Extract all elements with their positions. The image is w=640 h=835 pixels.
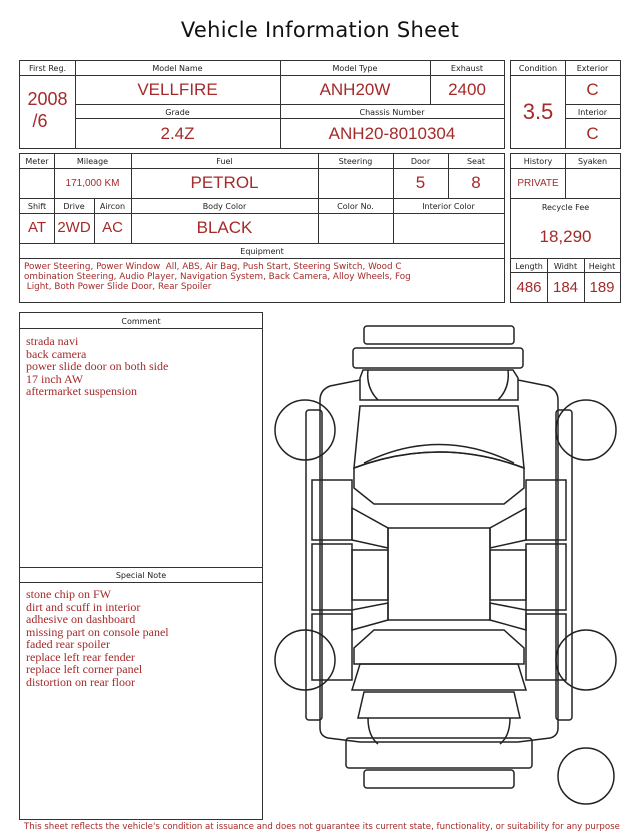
special-note-item: replace left corner panel — [26, 662, 143, 676]
seat-label: Seat — [466, 157, 486, 166]
special-note-item: distortion on rear floor — [26, 674, 135, 689]
width-label: Widht — [553, 262, 578, 271]
model-info-block — [19, 60, 505, 149]
equipment-line: ombination Steering, Audio Player, Navigation System, Back Camera, Alloy Wheels, Fog — [24, 272, 411, 282]
interior-label: Interior — [577, 108, 608, 117]
comment-item: power slide door on both side — [26, 359, 169, 373]
comment-item: 17 inch AW — [26, 371, 84, 386]
shift-value: AT — [27, 219, 47, 236]
history-label: History — [523, 157, 553, 166]
model-type-label: Model Type — [332, 64, 378, 73]
specs-block — [19, 153, 505, 303]
special-note-item: replace left rear fender — [26, 649, 135, 664]
exterior-value: C — [586, 80, 599, 99]
equipment-line: Light, Both Power Slide Door, Rear Spoiler — [24, 282, 212, 292]
chassis-number-value: ANH20-8010304 — [328, 124, 456, 143]
comment-panel — [19, 312, 263, 820]
door-label: Door — [410, 157, 431, 166]
meter-label: Meter — [25, 157, 49, 166]
recycle-fee-value: 18,290 — [539, 227, 592, 246]
length-value: 486 — [516, 279, 542, 296]
chassis-number-label: Chassis Number — [359, 108, 425, 117]
page-title: Vehicle Information Sheet — [180, 18, 460, 42]
condition-label: Condition — [518, 64, 558, 73]
comment-item: back camera — [26, 346, 87, 361]
special-note-item: dirt and scuff in interior — [26, 599, 141, 614]
syaken-label: Syaken — [577, 157, 608, 166]
condition-block — [510, 60, 621, 149]
special-note-item: stone chip on FW — [26, 587, 111, 601]
history-block — [510, 153, 621, 303]
comment-list — [26, 335, 168, 398]
special-note-item: missing part on console panel — [26, 624, 169, 639]
height-label: Height — [588, 262, 616, 271]
exterior-label: Exterior — [576, 64, 609, 73]
special-note-label: Special Note — [115, 571, 167, 580]
equipment-label: Equipment — [240, 247, 284, 256]
drive-label: Drive — [63, 202, 85, 211]
steering-label: Steering — [338, 157, 373, 166]
comment-label: Comment — [121, 317, 161, 326]
mileage-value: 171,000 KM — [65, 178, 120, 189]
width-value: 184 — [552, 279, 579, 296]
fuel-value: PETROL — [190, 173, 259, 192]
model-name-label: Model Name — [152, 64, 203, 73]
first-reg-month: /6 — [32, 111, 48, 131]
drive-value: 2WD — [57, 219, 91, 236]
fuel-label: Fuel — [216, 157, 233, 166]
first-reg-label: First Reg. — [28, 64, 67, 73]
special-note-item: adhesive on dashboard — [26, 612, 136, 626]
shift-label: Shift — [27, 202, 47, 211]
height-value: 189 — [589, 279, 615, 296]
condition-value: 3.5 — [522, 99, 554, 124]
recycle-fee-label: Recycle Fee — [541, 203, 590, 212]
first-reg-year: 2008 — [27, 89, 68, 109]
car-diagram — [268, 318, 630, 818]
interior-color-label: Interior Color — [422, 202, 475, 211]
aircon-label: Aircon — [99, 202, 126, 211]
model-type-value: ANH20W — [319, 80, 391, 99]
mileage-label: Mileage — [76, 157, 109, 166]
seat-value: 8 — [471, 173, 481, 192]
comment-item: aftermarket suspension — [26, 384, 137, 398]
special-note-list — [26, 588, 169, 688]
history-value: PRIVATE — [517, 178, 559, 189]
interior-value: C — [586, 124, 599, 143]
exhaust-value: 2400 — [448, 80, 486, 99]
grade-label: Grade — [165, 108, 190, 117]
body-color-value: BLACK — [196, 218, 253, 237]
body-color-label: Body Color — [202, 202, 247, 211]
exhaust-label: Exhaust — [450, 64, 484, 73]
model-name-value: VELLFIRE — [137, 80, 218, 99]
aircon-value: AC — [102, 219, 123, 236]
equipment-line: Power Steering, Power Window All, ABS, Air Bag, Push Start, Steering Switch, Wood C — [24, 262, 402, 272]
special-note-item: faded rear spoiler — [26, 637, 110, 651]
comment-item: strada navi — [26, 334, 79, 348]
grade-value: 2.4Z — [160, 124, 195, 143]
length-label: Length — [515, 262, 543, 271]
door-value: 5 — [415, 173, 426, 192]
color-no-label: Color No. — [337, 202, 374, 211]
disclaimer-footer: This sheet reflects the vehicle's condition at issuance and does not guarantee its current state, functionality, or suitability for any purpose — [24, 822, 620, 832]
